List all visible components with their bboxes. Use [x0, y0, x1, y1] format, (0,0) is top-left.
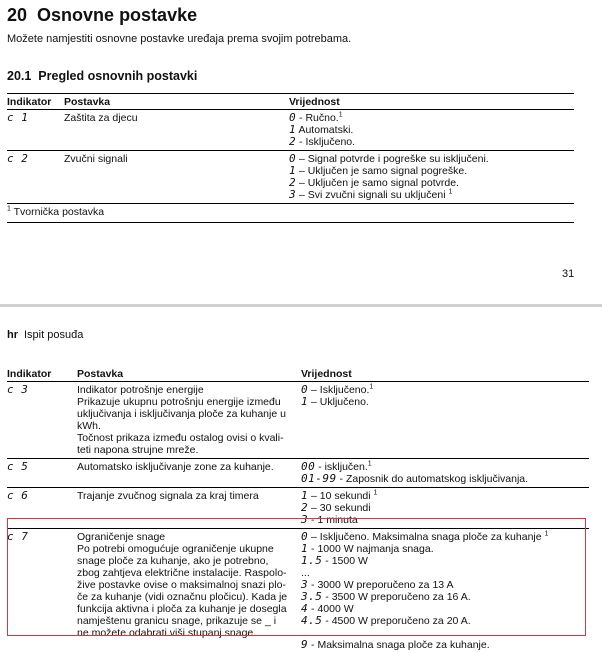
value-cell: [289, 151, 574, 204]
value-code: 3.5: [301, 590, 322, 603]
chapter-number: 20: [7, 5, 27, 25]
indicator-cell: c 2: [7, 151, 64, 204]
setting-cell: [77, 382, 301, 459]
setting-line: Po potrebi omogućuje ograničenje ukupne: [77, 543, 301, 555]
value-text: – Isključeno. Maksimalna snaga ploče za kuhanje: [308, 531, 544, 543]
value-line: [301, 396, 589, 408]
value-text: - 1000 W najmanja snaga.: [308, 543, 434, 555]
value-text: - 4500 W preporučeno za 20 A.: [322, 615, 470, 627]
value-text: - Zaposnik do automatskog isključivanja.: [337, 473, 528, 485]
table-header-row: [7, 366, 589, 382]
footnote-marker: 1: [339, 112, 343, 119]
value-text: – Uključen je samo signal potvrde.: [296, 177, 459, 189]
value-code: 4.5: [301, 614, 322, 627]
value-code: 0: [289, 152, 296, 165]
value-code: 9: [301, 638, 308, 651]
header-value: Vrijednost: [289, 94, 574, 110]
setting-line: Točnost prikaza između ostalog ovisi o kvali-: [77, 432, 301, 444]
settings-table-1: [7, 93, 574, 223]
table-row: [7, 151, 574, 204]
header-indicator: Indikator: [7, 94, 64, 110]
indicator-cell: c 6: [7, 488, 77, 529]
value-line: [301, 473, 589, 485]
value-cell: [301, 382, 589, 459]
value-code: 0: [301, 530, 308, 543]
value-code: 0: [289, 111, 296, 124]
header-indicator: Indikator: [7, 366, 77, 382]
setting-cell: [77, 459, 301, 488]
value-line: [301, 502, 589, 514]
setting-line: Ograničenje snage: [77, 531, 301, 543]
value-line: [301, 490, 589, 502]
footnote-marker: 1: [369, 384, 373, 391]
indicator-cell: c 7: [7, 529, 77, 653]
value-cell: [301, 459, 589, 488]
value-text: – Isključeno.: [308, 384, 369, 396]
value-text: - 3000 W preporučeno za 13 A: [308, 579, 453, 591]
value-code: 2: [289, 135, 296, 148]
section-number: 20.1: [7, 69, 31, 83]
value-code: 1: [289, 164, 296, 177]
value-text: – Uključen je samo signal pogreške.: [296, 165, 467, 177]
table-row: [7, 110, 574, 151]
value-text: – Uključeno.: [308, 396, 369, 408]
value-text: Automatski.: [296, 124, 353, 136]
value-line: [289, 153, 574, 165]
table-row: [7, 382, 589, 459]
value-code: 2: [289, 176, 296, 189]
setting-line: namještenu granicu snage, prikazuje se _ i: [77, 615, 301, 627]
footnote-marker: 1: [545, 531, 549, 538]
highlight-box: [7, 518, 586, 636]
value-text: - 1500 W: [322, 555, 368, 567]
setting-line: ne možete odabrati viši stupanj snage.: [77, 627, 301, 639]
setting-line: Prikazuje ukupnu potrošnju energije između: [77, 396, 301, 408]
setting-line: Indikator potrošnje energije: [77, 384, 301, 396]
value-text: ...: [301, 627, 310, 639]
chapter-heading: [7, 5, 197, 26]
value-text: ...: [301, 567, 310, 579]
value-line: [289, 165, 574, 177]
table-row: [7, 459, 589, 488]
value-text: - isključen.: [315, 461, 368, 473]
value-line: [289, 177, 574, 189]
value-code: 3: [289, 188, 296, 201]
setting-line: če za kuhanje (vidi označnu pločicu). Kada je: [77, 591, 301, 603]
header-value: Vrijednost: [301, 366, 589, 382]
value-line: [301, 639, 589, 651]
running-title: Ispit posuđa: [24, 329, 83, 341]
setting-line: funkcija aktivna i ploča za kuhanje je dosegla: [77, 603, 301, 615]
value-text: - 1 minuta: [308, 514, 358, 526]
value-code: 1: [301, 395, 308, 408]
setting-line: kWh.: [77, 420, 301, 432]
value-text: – 10 sekundi: [308, 490, 373, 502]
value-text: – Svi zvučni signali su uključeni: [296, 189, 448, 201]
value-text: - 4000 W: [308, 603, 354, 615]
header-setting: Postavka: [64, 94, 289, 110]
value-text: - Ručno.: [296, 112, 339, 124]
value-code: 00: [301, 460, 315, 473]
value-line: [289, 112, 574, 124]
footnote-marker: 1: [448, 189, 452, 196]
indicator-cell: c 1: [7, 110, 64, 151]
setting-cell: Zaštita za djecu: [64, 110, 289, 151]
footnote-marker: 1: [368, 461, 372, 468]
value-code: 1: [301, 489, 308, 502]
page-divider: [0, 304, 602, 307]
value-code: 2: [301, 501, 308, 514]
page-running-header: [7, 329, 83, 341]
value-line: [289, 124, 574, 136]
footnote: [7, 204, 574, 223]
value-code: 0: [301, 383, 308, 396]
setting-line: Automatsko isključivanje zone za kuhanje.: [77, 461, 301, 473]
setting-line: zbog zahtjeva električne instalacije. Raspolo-: [77, 567, 301, 579]
value-line: [289, 136, 574, 148]
value-text: - Isključeno.: [296, 136, 355, 148]
setting-line: snage ploče za kuhanje, ako je potrebno,: [77, 555, 301, 567]
value-cell: [289, 110, 574, 151]
value-line: [301, 384, 589, 396]
indicator-cell: c 5: [7, 459, 77, 488]
value-line: [289, 189, 574, 201]
value-text: - Maksimalna snaga ploče za kuhanje.: [308, 639, 490, 651]
page-number: 31: [562, 268, 574, 280]
value-code: 3: [301, 513, 308, 526]
setting-line: uključivanja i isključivanja ploče za kuhanje u: [77, 408, 301, 420]
indicator-cell: c 3: [7, 382, 77, 459]
footnote-marker: 1: [374, 490, 378, 497]
value-text: – Signal potvrde i pogreške su isključeni.: [296, 153, 489, 165]
value-code: 1: [289, 123, 296, 136]
value-code: 3: [301, 578, 308, 591]
value-text: - 3500 W preporučeno za 16 A.: [322, 591, 470, 603]
value-code: 01-99: [301, 472, 337, 485]
language-code: hr: [7, 329, 18, 341]
setting-line: žive postavke ovise o maksimalnoj snazi plo-: [77, 579, 301, 591]
setting-line: teti napona strujne mreže.: [77, 444, 301, 456]
header-setting: Postavka: [77, 366, 301, 382]
section-title: Pregled osnovnih postavki: [38, 69, 197, 83]
value-line: [301, 461, 589, 473]
setting-cell: Zvučni signali: [64, 151, 289, 204]
footnote-row: [7, 204, 574, 223]
value-code: 4: [301, 602, 308, 615]
value-code: 1: [301, 542, 308, 555]
section-heading: [7, 69, 197, 83]
chapter-title: Osnovne postavke: [37, 5, 197, 25]
value-code: 1.5: [301, 554, 322, 567]
table-header-row: [7, 94, 574, 110]
intro-text: Možete namjestiti osnovne postavke uređaja prema svojim potrebama.: [7, 33, 351, 45]
value-text: – 30 sekundi: [308, 502, 370, 514]
setting-line: Trajanje zvučnog signala za kraj timera: [77, 490, 301, 502]
footnote-text: Tvornička postavka: [11, 206, 104, 218]
footnote-mark: 1: [7, 206, 11, 213]
